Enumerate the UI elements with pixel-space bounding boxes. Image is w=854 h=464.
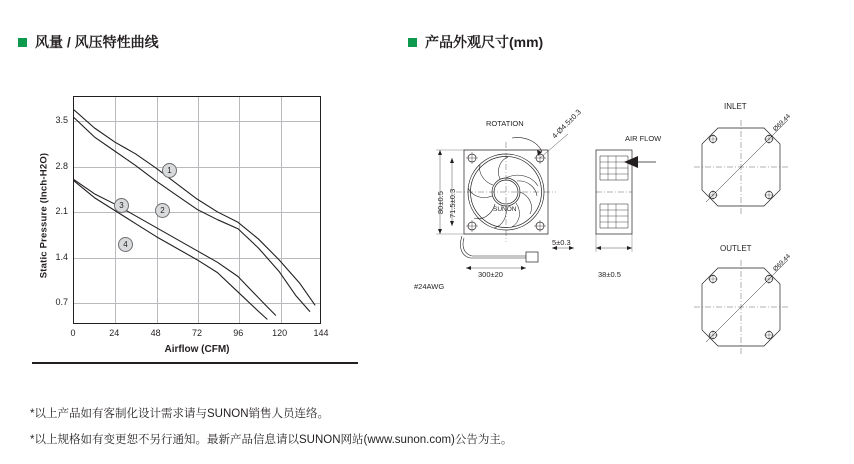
label-lead-length: 300±20 [478,270,503,279]
product-dimension-drawing [400,72,844,372]
chart-x-tick-144: 144 [313,328,329,338]
label-dim-5: 5±0.3 [552,238,571,247]
chart-series-badge-2: 2 [155,203,170,218]
chart-x-axis-rule [32,362,358,364]
dimension-drawing-svg [400,72,844,372]
label-rotation: ROTATION [486,119,524,128]
section-heading-dimensions-label: 产品外观尺寸(mm) [425,34,544,50]
label-inlet: INLET [724,102,747,111]
label-depth: 38±0.5 [598,270,621,279]
chart-y-tick-2.1: 2.1 [55,206,68,217]
section-heading-dimensions [408,32,543,52]
chart-x-tick-48: 48 [150,328,161,338]
chart-plot-area [73,96,321,324]
chart-x-axis-title: Airflow (CFM) [164,344,230,355]
footnote-specification: *以上规格如有变更恕不另行通知。最新产品信息请以SUNON网站(www.sunon.com)公告为主。 [30,434,513,446]
label-awg: #24AWG [414,282,445,291]
chart-y-tick-1.4: 1.4 [55,251,68,262]
label-height-inner: 71.5±0.3 [448,188,457,218]
chart-y-axis-title: Static Pressure (Inch-H2O) [38,152,50,279]
footnote-customization: *以上产品如有客制化设计需求请与SUNON销售人员连络。 [30,408,330,420]
chart-y-tick-0.7: 0.7 [55,297,68,308]
chart-series-badge-3: 3 [114,198,129,213]
label-mounting-holes: 4-Ø4.5±0.3 [550,107,583,141]
chart-x-tick-0: 0 [70,328,76,338]
section-heading-performance-curve [18,32,159,52]
chart-x-tick-72: 72 [191,328,203,338]
label-outlet: OUTLET [720,244,752,253]
chart-series-badge-1: 1 [162,163,177,178]
green-square-bullet-icon [18,38,27,47]
label-outlet-diameter: Ø69.44 [772,252,793,273]
chart-x-tick-96: 96 [233,328,244,338]
chart-series-badge-4: 4 [118,237,133,252]
performance-chart [16,72,356,367]
label-height-outer: 80±0.5 [436,191,445,214]
green-square-bullet-icon [408,38,417,47]
chart-x-tick-120: 120 [272,328,288,338]
label-inlet-diameter: Ø69.44 [772,112,793,133]
chart-y-tick-2.8: 2.8 [55,160,68,171]
chart-curves [74,97,320,323]
chart-y-tick-3.5: 3.5 [55,115,68,125]
chart-x-tick-24: 24 [109,328,120,338]
section-heading-performance-curve-label: 风量 / 风压特性曲线 [35,34,159,50]
label-brand-sunon: SUNON [493,206,517,213]
label-air-flow: AIR FLOW [625,134,662,143]
